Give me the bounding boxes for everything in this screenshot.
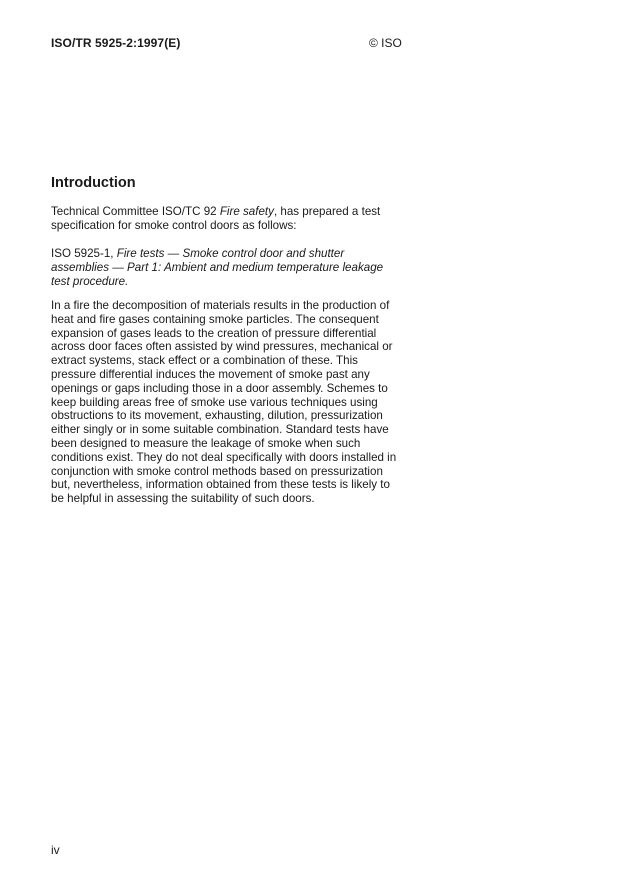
standard-number: ISO 5925-1,: [51, 247, 117, 260]
committee-name: Fire safety: [219, 205, 274, 218]
intro-paragraph-committee: [51, 205, 401, 233]
page-number: iv: [51, 843, 60, 857]
paragraph-text: Technical Committee ISO/TC 92: [51, 205, 220, 218]
intro-paragraph-reference: [51, 247, 401, 288]
standard-title: Fire tests — Smoke control door and shutter assemblies — Part 1: Ambient and medium temperature leakage test procedure.: [51, 247, 384, 288]
document-identifier: ISO/TR 5925-2:1997(E): [51, 36, 181, 50]
section-title: Introduction: [51, 175, 136, 191]
paragraph-text: , has prepared a test specification for smoke control doors as follows:: [51, 205, 381, 232]
intro-paragraph-body: In a fire the decomposition of materials results in the production of heat and fire gases containing smoke particles. The consequent expansion of gases leads to the creation of pressure differential across door faces often assisted by wind pressures, mechanical or extract systems, stack effect or a combination of these. This pressure differential induces the movement of smoke past any openings or gaps including those in a door assembly. Schemes to keep building areas free of smoke use various techniques using obstructions to its movement, exhausting, dilution, pressurization either singly or in some suitable combination. Standard tests have been designed to measure the leakage of smoke when such conditions exist. They do not deal specifically with doors installed in conjunction with smoke control methods based on pressurization but, nevertheless, information obtained from these tests is likely to be helpful in assessing the suitability of such doors.: [51, 299, 397, 506]
copyright-notice: © ISO: [369, 36, 402, 50]
